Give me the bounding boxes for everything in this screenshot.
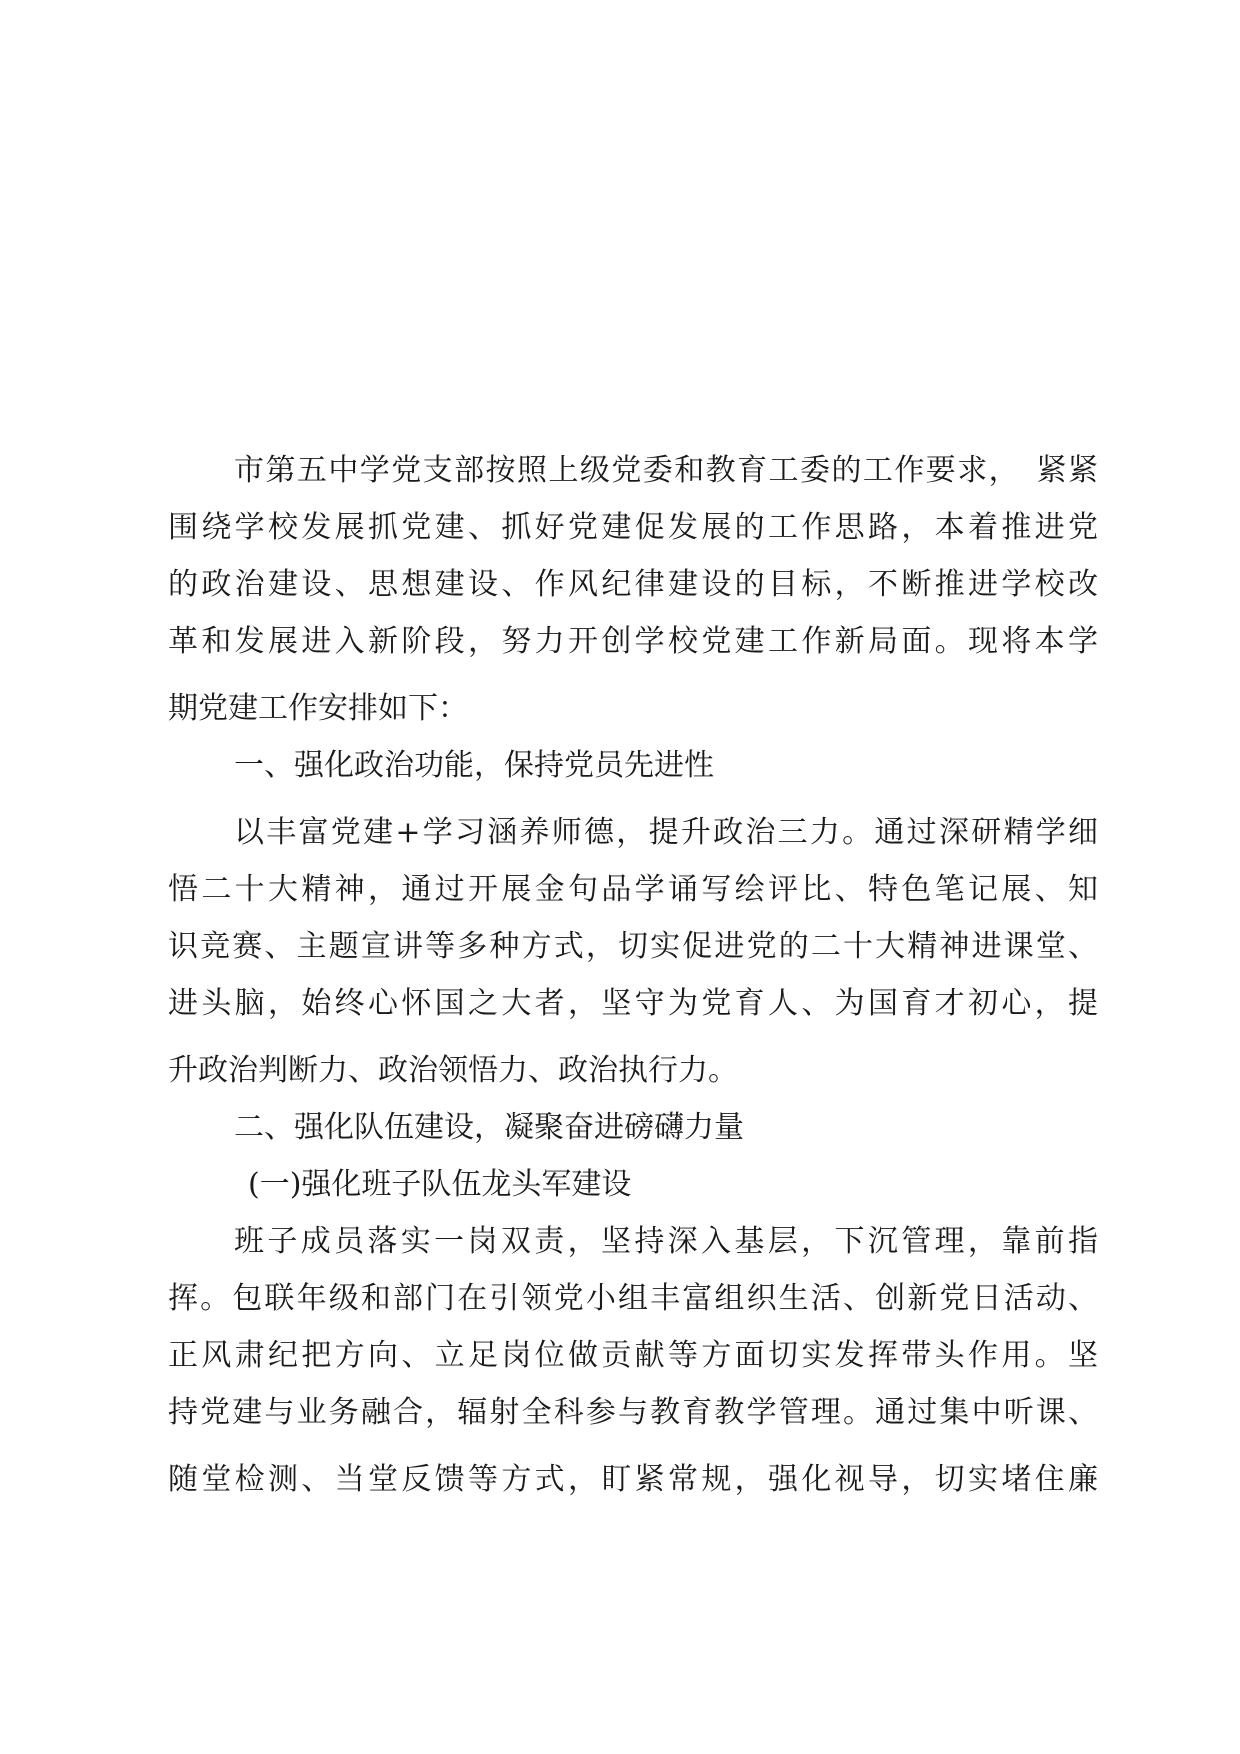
section2-line: 挥。包联年级和部门在引领党小组丰富组织生活、创新党日活动、 <box>168 1281 1098 1316</box>
intro-line: 的政治建设、思想建设、作风纪律建设的目标，不断推进学校改 <box>168 567 1098 602</box>
section2-line: 正风肃纪把方向、立足岗位做贡献等方面切实发挥带头作用。坚 <box>168 1338 1098 1373</box>
section1-line: 悟二十大精神，通过开展金句品学诵写绘评比、特色笔记展、知 <box>168 872 1098 907</box>
section2-line: 班子成员落实一岗双责，坚持深入基层，下沉管理，靠前指 <box>234 1224 1098 1259</box>
intro-line: 革和发展进入新阶段，努力开创学校党建工作新局面。现将本学 <box>168 624 1098 659</box>
section2-line: 持党建与业务融合，辐射全科参与教育教学管理。通过集中听课、 <box>168 1395 1098 1430</box>
section-heading-1: 一、强化政治功能，保持党员先进性 <box>234 748 714 783</box>
section1-line: 升政治判断力、政治领悟力、政治执行力。 <box>168 1053 738 1088</box>
intro-line: 围绕学校发展抓党建、抓好党建促发展的工作思路，本着推进党 <box>168 510 1098 545</box>
section2-line: 随堂检测、当堂反馈等方式，盯紧常规，强化视导，切实堵住廉 <box>168 1462 1098 1497</box>
subsection-heading: (一)强化班子队伍龙头军建设 <box>248 1167 632 1202</box>
section1-line: 识竞赛、主题宣讲等多种方式，切实促进党的二十大精神进课堂、 <box>168 929 1098 964</box>
section1-line: 以丰富党建+学习涵养师德，提升政治三力。通过深研精学细 <box>234 815 1098 850</box>
intro-line: 市第五中学党支部按照上级党委和教育工委的工作要求， 紧紧 <box>234 453 1098 488</box>
section-heading-2: 二、强化队伍建设，凝聚奋进磅礴力量 <box>234 1110 744 1145</box>
section1-line: 进头脑，始终心怀国之大者，坚守为党育人、为国育才初心，提 <box>168 986 1098 1021</box>
intro-line: 期党建工作安排如下： <box>168 691 468 726</box>
